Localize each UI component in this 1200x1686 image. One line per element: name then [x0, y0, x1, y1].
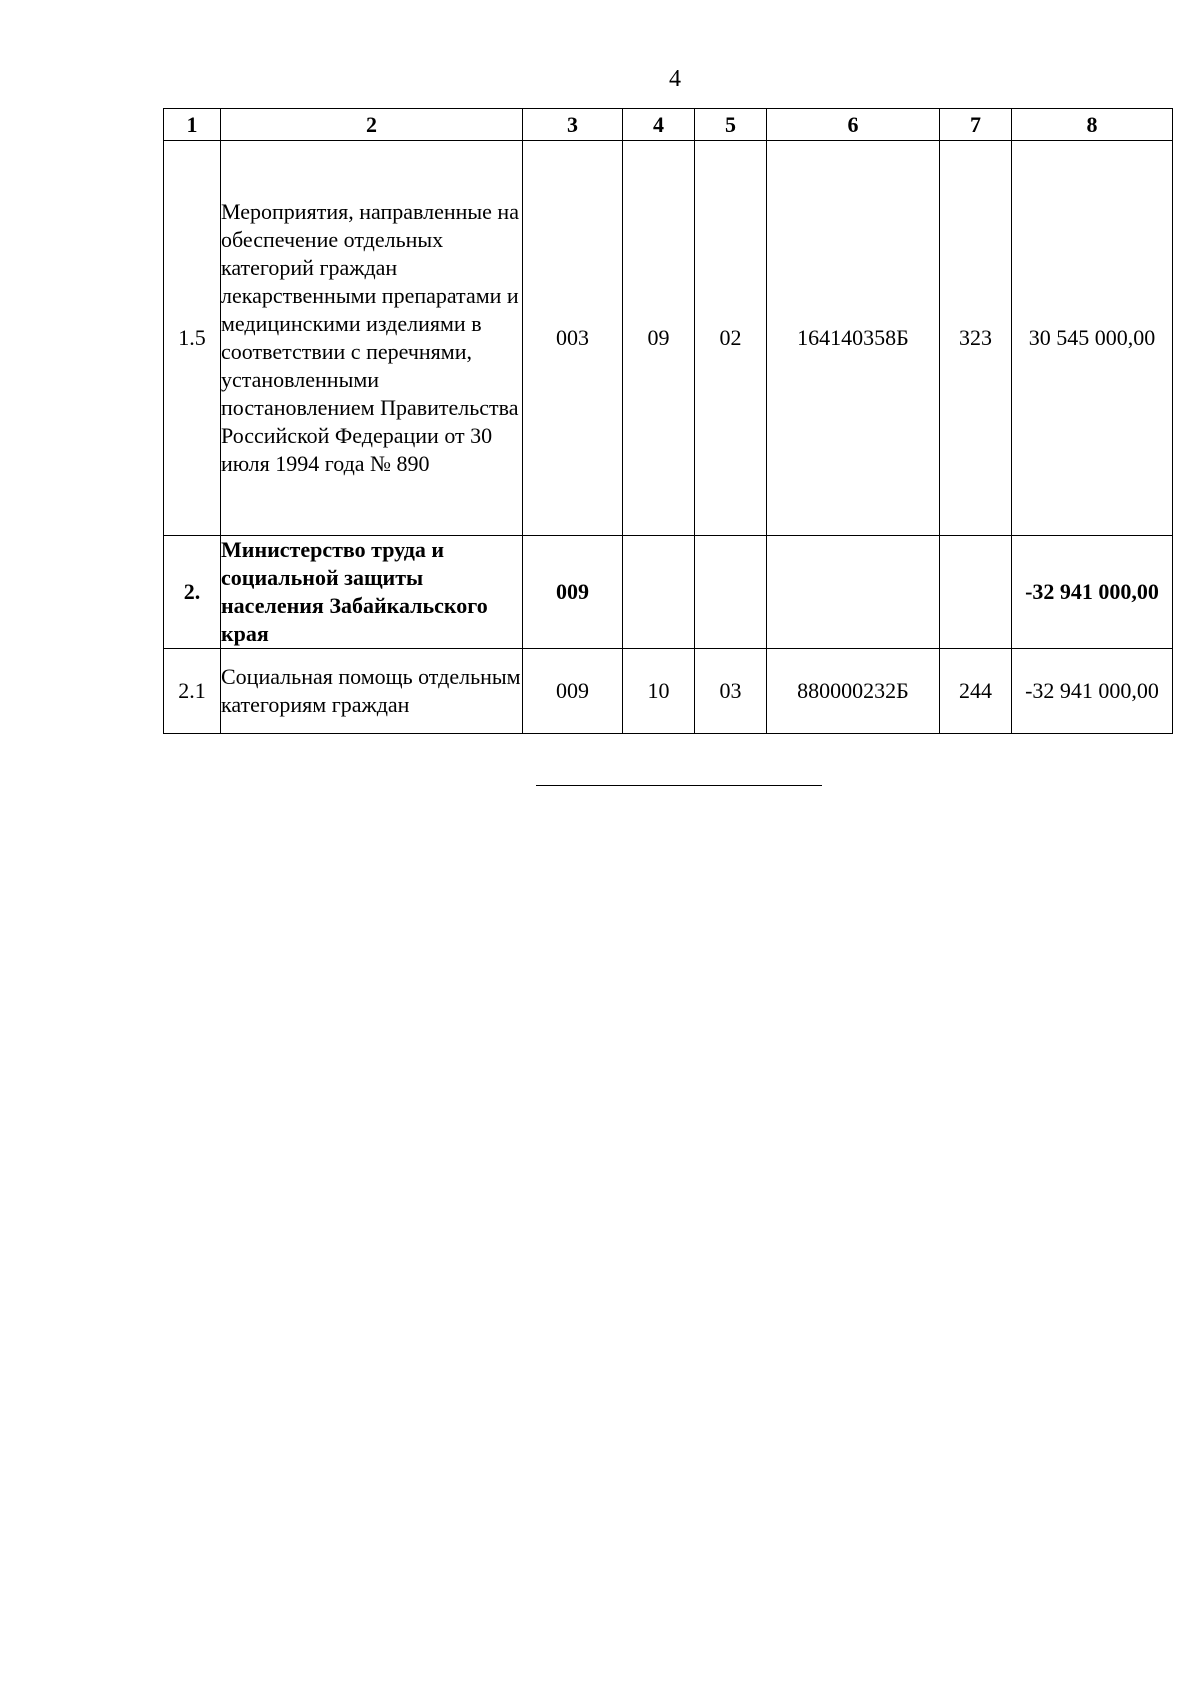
page-number: 4 [669, 66, 681, 92]
row-name: Мероприятия, направленные на обеспечение отдельных категорий граждан лекарственными препаратами и медицинскими изделиями в соответствии с перечнями, установленными постановлением Правительства Российской Федерации от 30 июля 1994 года № 890 [221, 141, 523, 536]
budget-table [163, 108, 1173, 734]
amount-cell: 30 545 000,00 [1012, 141, 1173, 536]
header-col-4: 4 [623, 109, 695, 141]
col-7-cell: 323 [940, 141, 1012, 536]
row-number: 2.1 [164, 649, 221, 734]
col-3-cell: 009 [523, 649, 623, 734]
row-name: Социальная помощь отдельным категориям граждан [221, 649, 523, 734]
col-6-cell: 164140358Б [767, 141, 940, 536]
amount-cell: -32 941 000,00 [1012, 536, 1173, 649]
header-col-6: 6 [767, 109, 940, 141]
header-col-7: 7 [940, 109, 1012, 141]
col-4-cell: 09 [623, 141, 695, 536]
row-number: 2. [164, 536, 221, 649]
table-row [164, 536, 1173, 649]
col-5-cell: 02 [695, 141, 767, 536]
header-col-3: 3 [523, 109, 623, 141]
table-row [164, 141, 1173, 536]
col-3-cell: 009 [523, 536, 623, 649]
header-row [164, 109, 1173, 141]
col-4-cell [623, 536, 695, 649]
header-col-8: 8 [1012, 109, 1173, 141]
col-3-cell: 003 [523, 141, 623, 536]
col-7-cell: 244 [940, 649, 1012, 734]
col-4-cell: 10 [623, 649, 695, 734]
col-6-cell: 880000232Б [767, 649, 940, 734]
amount-cell: -32 941 000,00 [1012, 649, 1173, 734]
col-6-cell [767, 536, 940, 649]
closing-divider [536, 785, 822, 786]
table-row [164, 649, 1173, 734]
col-7-cell [940, 536, 1012, 649]
header-col-5: 5 [695, 109, 767, 141]
col-5-cell [695, 536, 767, 649]
header-col-2: 2 [221, 109, 523, 141]
row-name: Министерство труда и социальной защиты населения Забайкальского края [221, 536, 523, 649]
col-5-cell: 03 [695, 649, 767, 734]
row-number: 1.5 [164, 141, 221, 536]
header-col-1: 1 [164, 109, 221, 141]
